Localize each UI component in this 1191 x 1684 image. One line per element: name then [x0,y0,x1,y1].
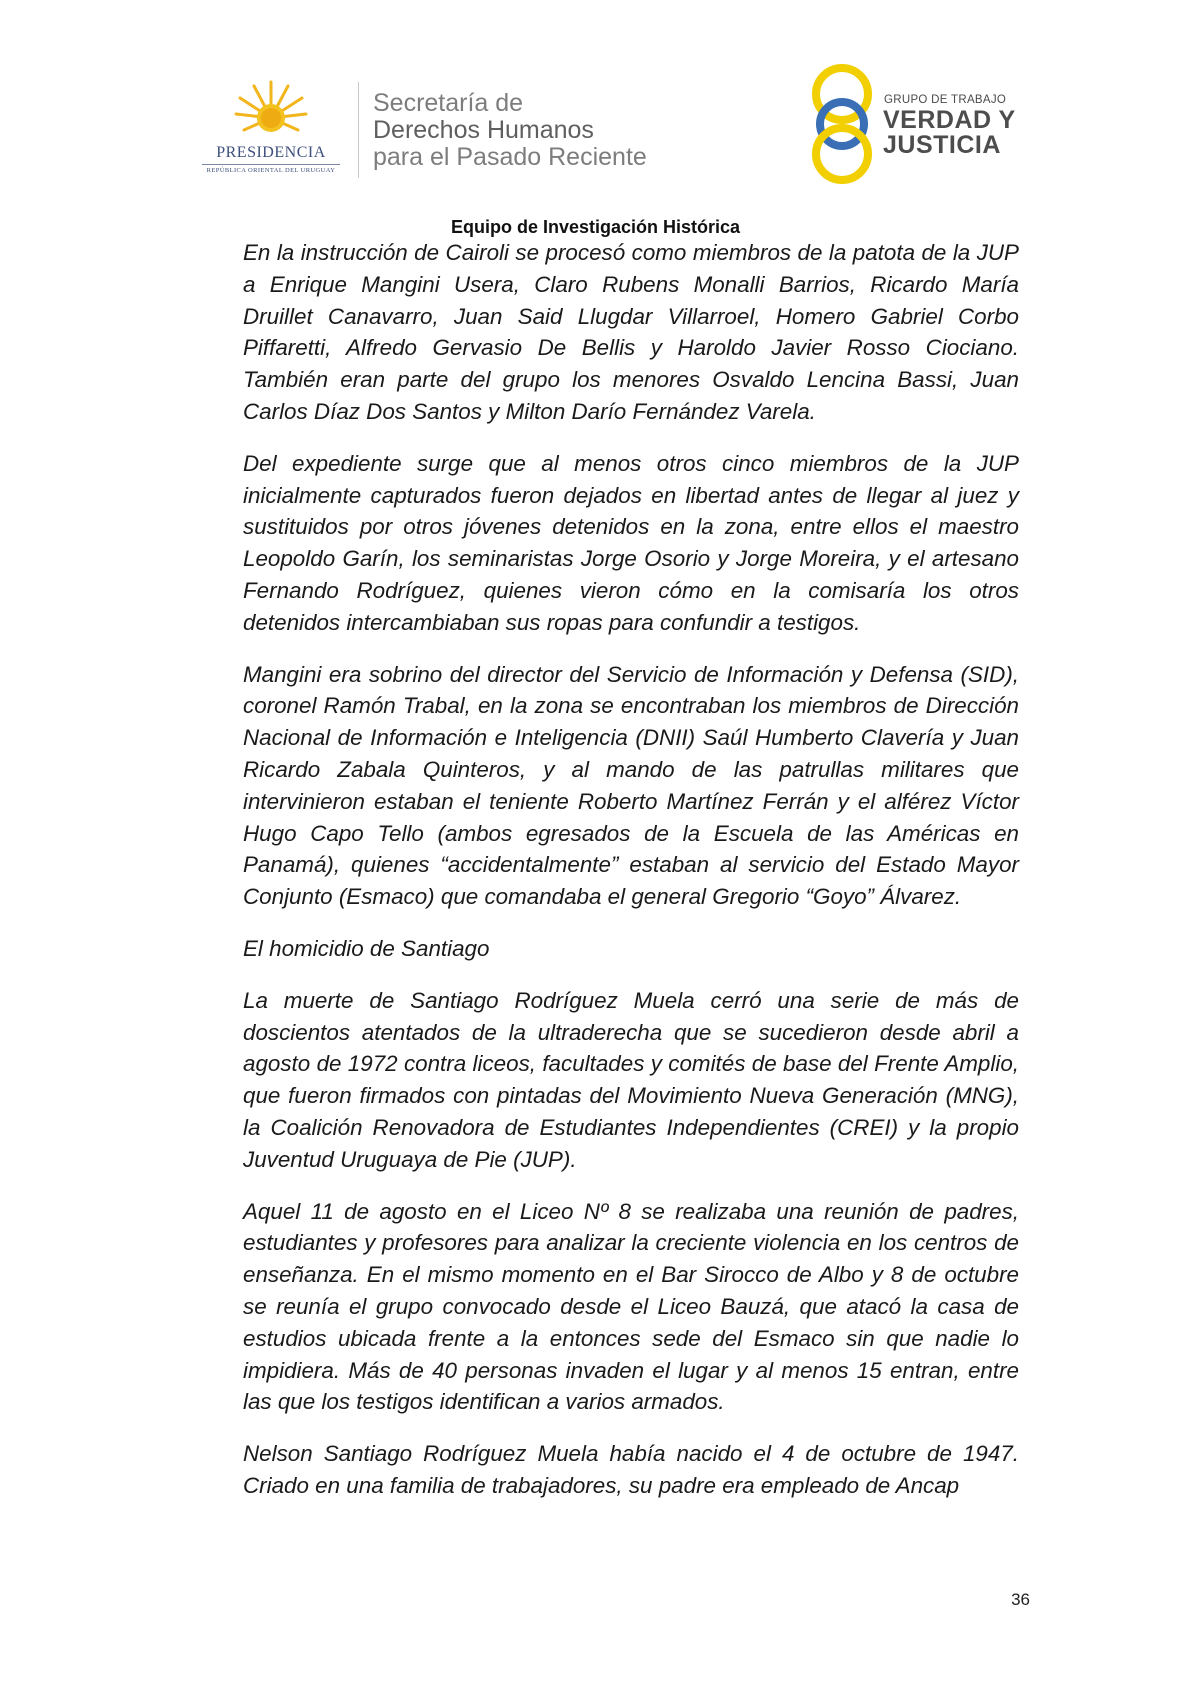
paragraph: Aquel 11 de agosto en el Liceo Nº 8 se realizaba una reunión de padres, estudiantes y profesores para analizar la creciente violencia en los centros de enseñanza. En el mismo momento en el Bar Sirocco de Albo y 8 de octubre se reunía el grupo convocado desde el Liceo Bauzá, que atacó la casa de estudios ubicada frente a la entonces sede del Esmaco sin que nadie lo impidiera. Más de 40 personas invaden el lugar y al menos 15 entran, entre las que los testigos identifican a varios armados. [243,1198,1019,1415]
interlocking-rings-icon [808,60,878,188]
justicia-label: JUSTICIA [883,131,1001,159]
paragraph: En la instrucción de Cairoli se procesó como miembros de la patota de la JUP a Enrique Mangini Usera, Claro Rubens Monalli Barrios, Ricardo María Druillet Canavarro, Juan Said Llugdar Villarroel, Homero Gabriel Corbo Piffaretti, Alfredo Gervasio De Bellis y Haroldo Javier Rosso Ciociano. También eran parte del grupo los menores Osvaldo Lencina Bassi, Juan Carlos Díaz Dos Santos y Milton Darío Fernández Varela. [243,240,1019,424]
presidencia-name: PRESIDENCIA [216,144,326,161]
secretaria-line3: para el Pasado Reciente [373,143,647,171]
header-divider [358,82,359,178]
document-body [243,237,1019,1522]
presidencia-divider [202,164,340,165]
paragraph: Mangini era sobrino del director del Servicio de Información y Defensa (SID), coronel Ramón Trabal, en la zona se encontraban los miembros de Dirección Nacional de Información e Inteligencia (DNII) Saúl Humberto Clavería y Juan Ricardo Zabala Quinteros, y al mando de las patrullas militares que intervinieron estaban el teniente Roberto Martínez Ferrán y el alférez Víctor Hugo Capo Tello (ambos egresados de la Escuela de las Américas en Panamá), quienes “accidentalmente” estaban al servicio del Estado Mayor Conjunto (Esmaco) que comandaba el general Gregorio “Goyo” Álvarez. [243,661,1019,910]
team-title: Equipo de Investigación Histórica [450,217,741,237]
presidencia-subtitle: REPÚBLICA ORIENTAL DEL URUGUAY [206,167,336,174]
paragraph: La muerte de Santiago Rodríguez Muela cerró una serie de más de doscientos atentados de la ultraderecha que se sucedieron desde abril a agosto de 1972 contra liceos, facultades y comités de base del Frente Amplio, que fueron firmados con pintadas del Movimiento Nueva Generación (MNG), la Coalición Renovadora de Estudiantes Independientes (CREI) y la propio Juventud Uruguaya de Pie (JUP). [243,987,1019,1172]
secretaria-line2: Derechos Humanos [373,116,594,144]
sun-icon [234,78,308,144]
paragraph: Nelson Santiago Rodríguez Muela había nacido el 4 de octubre de 1947. Criado en una familia de trabajadores, su padre era empleado de Ancap [243,1441,1019,1498]
grupo-trabajo-label: GRUPO DE TRABAJO [884,94,1007,106]
secretaria-line1: Secretaría de [373,89,524,117]
page-number: 36 [1011,1590,1030,1609]
verdad-label: VERDAD Y [883,106,1016,134]
verdad-justicia-logo [808,60,1038,190]
section-heading: El homicidio de Santiago [243,935,490,961]
paragraph: Del expediente surge que al menos otros cinco miembros de la JUP inicialmente capturados fueron dejados en libertad antes de llegar al juez y sustituidos por otros jóvenes detenidos en la zona, entre ellos el maestro Leopoldo Garín, los seminaristas Jorge Osorio y Jorge Moreira, y el artesano Fernando Rodríguez, quienes vieron cómo en la comisaría los otros detenidos intercambiaban sus ropas para confundir a testigos. [243,450,1019,635]
secretaria-title [373,90,647,171]
presidencia-logo [196,78,346,178]
